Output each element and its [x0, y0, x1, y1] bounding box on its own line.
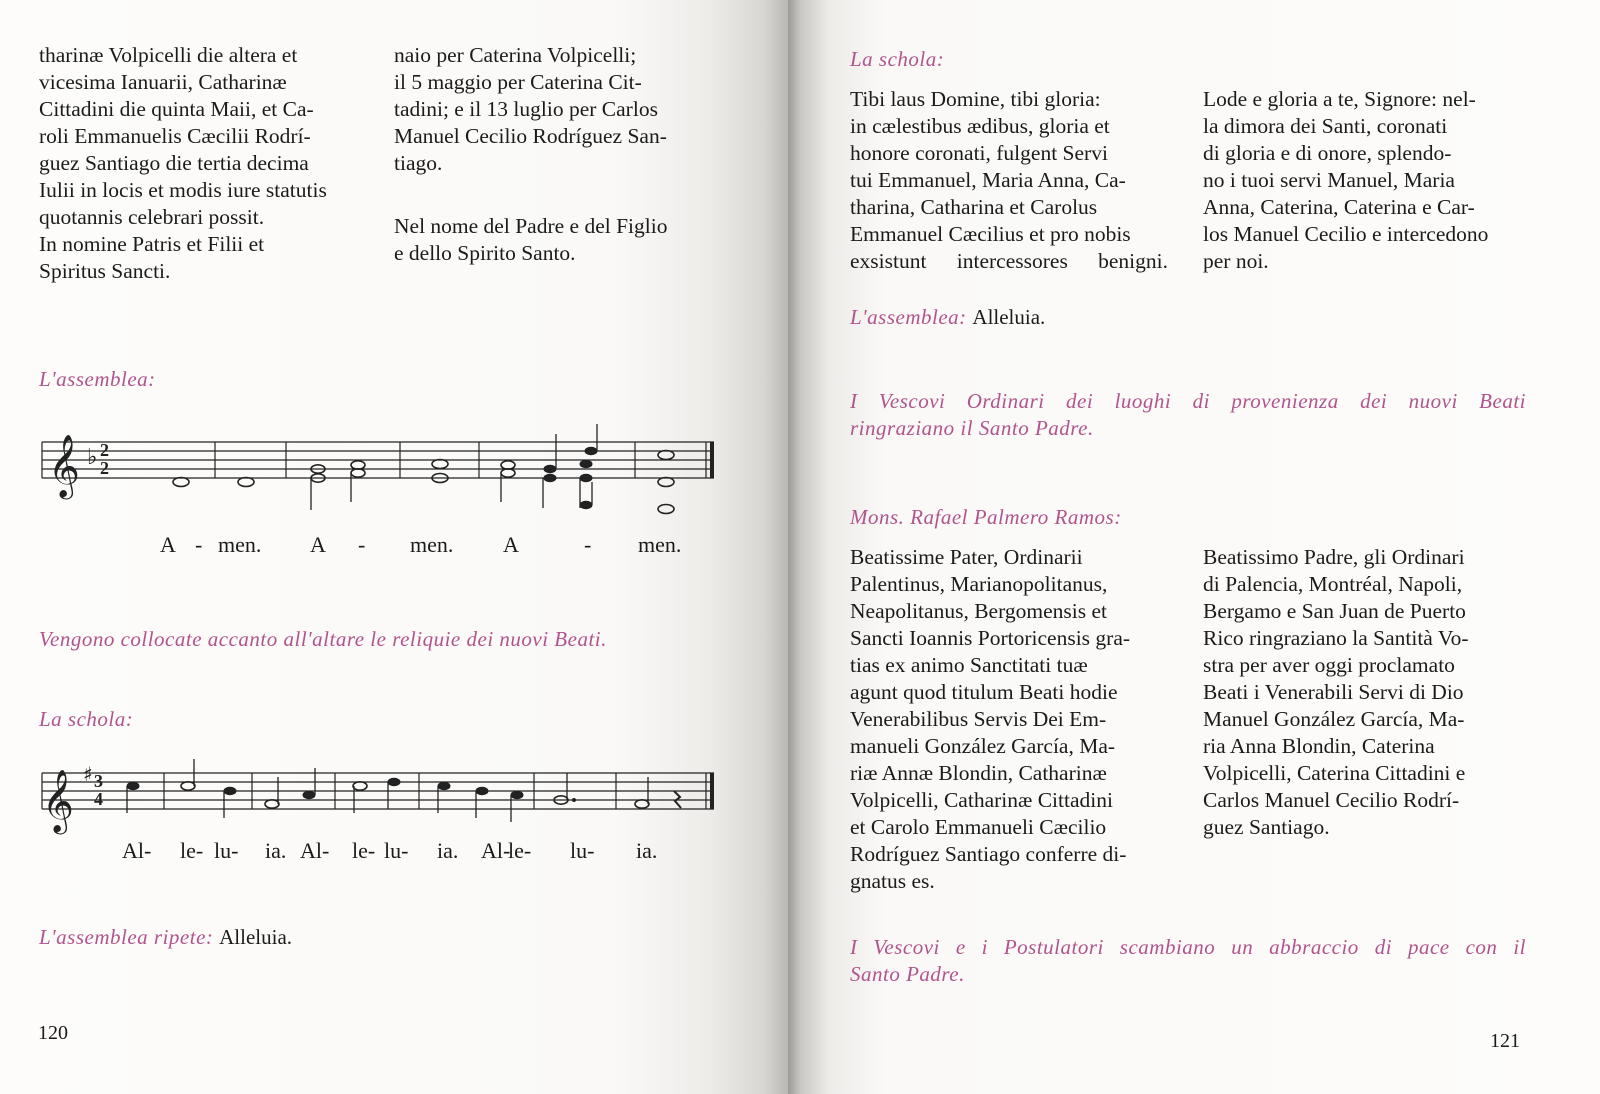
right-latin-column [850, 86, 1168, 275]
text-line: in cælestibus ædibus, gloria et [850, 114, 1110, 138]
text-line: gnatus es. [850, 869, 935, 893]
text-line: tiago. [394, 151, 443, 175]
lyric-syllable: men. [410, 532, 454, 557]
svg-text:2: 2 [100, 458, 109, 478]
lyric-syllable: le- [352, 838, 376, 863]
text-line: tias ex animo Sanctitati tuæ [850, 653, 1088, 677]
lyric-syllable: ia. [636, 838, 658, 863]
page-number: 121 [1490, 1030, 1520, 1052]
svg-text:♯: ♯ [83, 762, 93, 786]
text-line: Manuel González García, Ma- [1203, 707, 1465, 731]
svg-text:𝄞: 𝄞 [42, 769, 74, 832]
rubric-schola: La schola: [850, 47, 945, 71]
lyric-syllable: Al- [481, 838, 511, 863]
left-latin-column [39, 42, 361, 285]
text-line: e dello Spirito Santo. [394, 241, 576, 265]
rubric-line: I Vescovi Ordinari dei luoghi di provenienza dei nuovi Beati [850, 389, 1526, 413]
lyric-syllable: ia. [437, 838, 459, 863]
rubric-reliquie: Vengono collocate accanto all'altare le reliquie dei nuovi Beati. [39, 627, 607, 651]
rubric-assemblea: L'assemblea: [39, 367, 156, 391]
text-line: Volpicelli, Caterina Cittadini e [1203, 761, 1466, 785]
text-line: Venerabilibus Servis Dei Em- [850, 707, 1107, 731]
rubric-line: Santo Padre. [850, 962, 965, 986]
text-line: Palentinus, Marianopolitanus, [850, 572, 1108, 596]
rubric-abbraccio [850, 934, 1526, 988]
text-line: Emmanuel Cæcilius et pro nobis [850, 222, 1131, 246]
text-line: tadini; e il 13 luglio per Carlos [394, 97, 658, 121]
text-line: per noi. [1203, 249, 1269, 273]
lyric-syllable: men. [218, 532, 262, 557]
rubric-line: ringraziano il Santo Padre. [850, 416, 1094, 440]
lyric-syllable: men. [638, 532, 682, 557]
svg-text:4: 4 [94, 789, 103, 809]
text-line: et Carolo Emmanueli Cæcilio [850, 815, 1107, 839]
text-line: roli Emmanuelis Cæcilii Rodrí- [39, 124, 311, 148]
lyric-syllable: - [358, 532, 366, 557]
text-line: guez Santiago. [1203, 815, 1330, 839]
right-italian-column [1203, 86, 1525, 275]
svg-text:2: 2 [100, 440, 109, 460]
text-line: no i tuoi servi Manuel, Maria [1203, 168, 1455, 192]
text-line: Nel nome del Padre e del Figlio [394, 214, 668, 238]
text-line: di gloria e di onore, splendo- [1203, 141, 1452, 165]
text-line: manueli González García, Ma- [850, 734, 1116, 758]
page-number: 120 [38, 1022, 68, 1044]
left-italian-column [394, 42, 716, 267]
text-line: stra per aver oggi proclamato [1203, 653, 1455, 677]
text-line: Manuel Cecilio Rodríguez San- [394, 124, 667, 148]
right-page [788, 0, 1600, 1094]
text-line: tui Emmanuel, Maria Anna, Ca- [850, 168, 1126, 192]
lyric-syllable: lu- [570, 838, 595, 863]
rubric-label: L'assemblea: [850, 305, 967, 329]
lyric-syllable: lu- [384, 838, 409, 863]
rubric-line: I Vescovi e i Postulatori scambiano un abbraccio di pace con il [850, 935, 1526, 959]
response-text: Alleluia. [972, 305, 1046, 329]
text-line: di Palencia, Montréal, Napoli, [1203, 572, 1463, 596]
text-line: Neapolitanus, Bergomensis et [850, 599, 1107, 623]
text-line: vicesima Ianuarii, Catharinæ [39, 70, 287, 94]
text-line: Iulii in locis et modis iure statutis [39, 178, 327, 202]
text-line: In nomine Patris et Filii et [39, 232, 265, 256]
text-line: agunt quod titulum Beati hodie [850, 680, 1118, 704]
lyric-syllable: Al- [122, 838, 152, 863]
text-line: Carlos Manuel Cecilio Rodrí- [1203, 788, 1460, 812]
text-line: Cittadini die quinta Maii, et Ca- [39, 97, 314, 121]
text-line: tharina, Catharina et Carolus [850, 195, 1098, 219]
amen-music-staff [38, 420, 720, 528]
text-line: tharinæ Volpicelli die altera et [39, 43, 298, 67]
lyric-syllable: lu- [214, 838, 239, 863]
rubric-assemblea-ripete [39, 924, 292, 951]
text-line: Anna, Caterina, Caterina e Car- [1203, 195, 1475, 219]
text-line: riæ Annæ Blondin, Catharinæ [850, 761, 1107, 785]
lyric-syllable: - [584, 532, 592, 557]
text-line: ria Anna Blondin, Caterina [1203, 734, 1435, 758]
text-line: Rico ringraziano la Santità Vo- [1203, 626, 1469, 650]
text-line: quotannis celebrari possit. [39, 205, 265, 229]
text-line: il 5 maggio per Caterina Cit- [394, 70, 642, 94]
text-line [394, 177, 716, 204]
text-line: Bergamo e San Juan de Puerto [1203, 599, 1466, 623]
text-line: honore coronati, fulgent Servi [850, 141, 1108, 165]
text-line: Beatissimo Padre, gli Ordinari [1203, 545, 1465, 569]
text-line: Volpicelli, Catharinæ Cittadini [850, 788, 1113, 812]
lyric-syllable: le- [508, 838, 532, 863]
text-line: Spiritus Sancti. [39, 259, 171, 283]
svg-text:𝄞: 𝄞 [48, 434, 80, 497]
lyric-syllable: ia. [265, 838, 287, 863]
alleluia-music-staff [38, 755, 720, 835]
rubric-schola: La schola: [39, 707, 134, 731]
left-page [0, 0, 788, 1094]
lyric-syllable: A [503, 532, 519, 557]
lyric-syllable: A [310, 532, 326, 557]
rubric-speaker: Mons. Rafael Palmero Ramos: [850, 505, 1122, 529]
text-line: Rodríguez Santiago conferre di- [850, 842, 1127, 866]
speech-latin-column [850, 544, 1168, 895]
lyric-syllable: A [160, 532, 176, 557]
lyric-syllable: Al- [300, 838, 330, 863]
text-line: Sancti Ioannis Portoricensis gra- [850, 626, 1131, 650]
text-line: guez Santiago die tertia decima [39, 151, 309, 175]
lyric-syllable: le- [180, 838, 204, 863]
lyric-syllable: - [195, 532, 203, 557]
rubric-label: L'assemblea ripete: [39, 925, 214, 949]
text-line: Beatissime Pater, Ordinarii [850, 545, 1083, 569]
text-line: los Manuel Cecilio e intercedono [1203, 222, 1489, 246]
svg-text:♭: ♭ [87, 445, 98, 470]
speech-italian-column [1203, 544, 1525, 841]
text-line: Lode e gloria a te, Signore: nel- [1203, 87, 1476, 111]
text-line: Tibi laus Domine, tibi gloria: [850, 87, 1101, 111]
svg-text:3: 3 [94, 771, 103, 791]
text-line: naio per Caterina Volpicelli; [394, 43, 637, 67]
text-line: Beati i Venerabili Servi di Dio [1203, 680, 1464, 704]
text-line: exsistunt intercessores benigni. [850, 249, 1168, 273]
rubric-assemblea [850, 304, 1045, 331]
rubric-vescovi-ringraziano [850, 388, 1526, 442]
response-text: Alleluia. [219, 925, 293, 949]
text-line: la dimora dei Santi, coronati [1203, 114, 1448, 138]
